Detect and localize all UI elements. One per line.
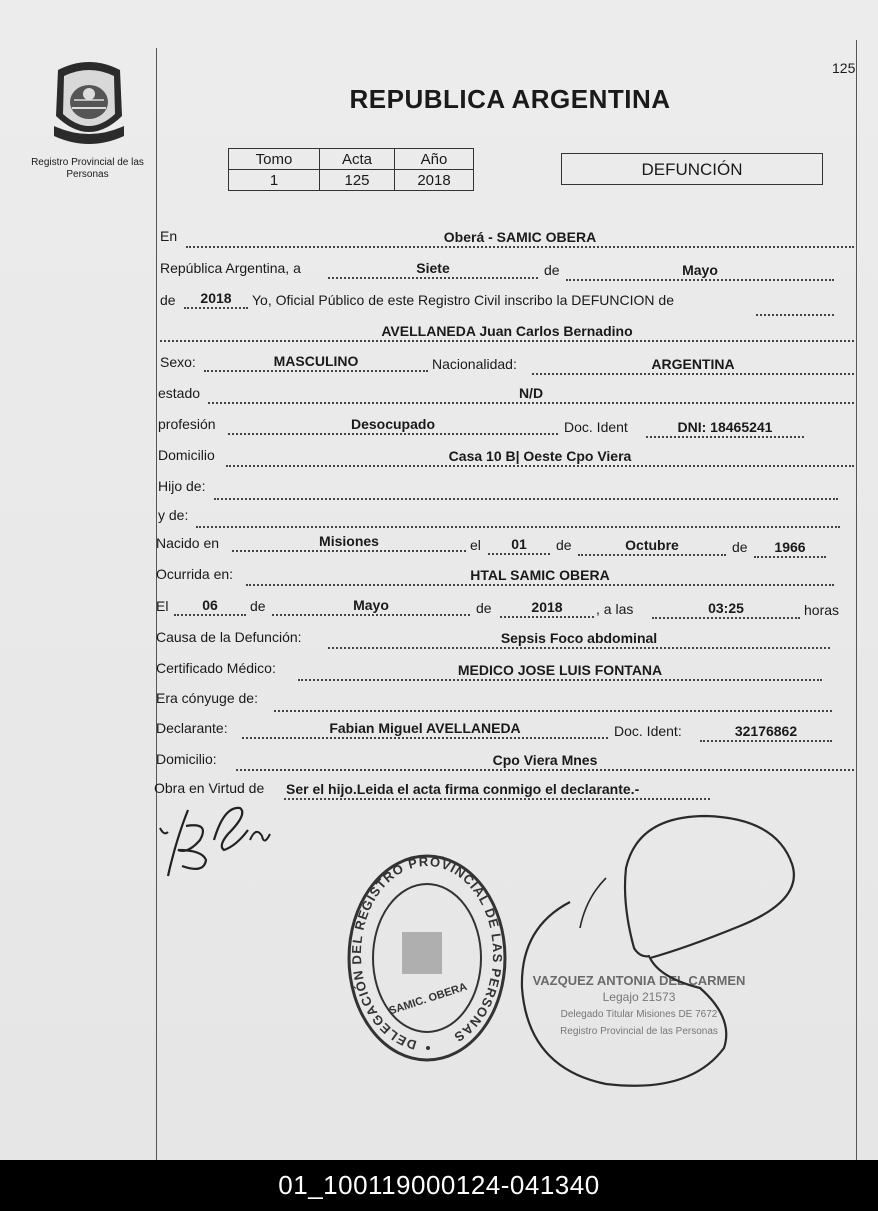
label-en: En <box>160 228 178 244</box>
officer-title: Delegado Titular Misiones DE 7672 <box>560 1009 718 1020</box>
label-nacionalidad: Nacionalidad: <box>432 356 517 372</box>
label-hijo-de: Hijo de: <box>158 478 206 494</box>
field-dia: Siete <box>328 259 538 279</box>
field-hora: 03:25 <box>652 599 800 619</box>
field-anio: 2018 <box>184 289 248 309</box>
field-domicilio: Casa 10 B| Oeste Cpo Viera <box>226 447 854 467</box>
seal-center-text: SAMIC. OBERA <box>387 980 469 1018</box>
anio-header: Año <box>395 149 474 170</box>
document-id-footer: 01_100119000124-041340 <box>0 1160 878 1211</box>
officer-signature <box>510 808 810 1094</box>
seal-ring-text: DELEGACIÓN DEL REGISTRO PROVINCIAL DE LAS PERSONAS <box>348 853 506 1053</box>
label-sexo: Sexo: <box>160 354 196 370</box>
field-doc: DNI: 18465241 <box>646 418 804 438</box>
field-nombre: AVELLANEDA Juan Carlos Bernadino <box>160 322 854 342</box>
field-profesion: Desocupado <box>228 415 558 435</box>
acta-header: Acta <box>320 149 395 170</box>
page-edge-line <box>856 40 857 1160</box>
label-profesion: profesión <box>158 416 216 432</box>
label-de-def: de <box>250 598 266 614</box>
anio-value: 2018 <box>395 170 474 191</box>
label-doc-ident-declarante: Doc. Ident: <box>614 723 682 739</box>
label-y-de: y de: <box>158 507 189 523</box>
label-conyuge: Era cónyuge de: <box>156 690 258 706</box>
label-certificado: Certificado Médico: <box>156 660 276 676</box>
label-republica: República Argentina, a <box>160 260 301 276</box>
field-conyuge <box>274 692 832 712</box>
label-el-cap: El <box>156 598 169 614</box>
officer-legajo: Legajo 21573 <box>602 990 676 1004</box>
label-ocurrida-en: Ocurrida en: <box>156 566 234 582</box>
register-table <box>228 148 474 191</box>
field-lugar: Oberá - SAMIC OBERA <box>186 228 854 248</box>
field-sexo: MASCULINO <box>204 352 428 372</box>
field-nacido-en: Misiones <box>232 532 466 552</box>
page-number: 125 <box>832 60 856 76</box>
field-estado: N/D <box>208 384 854 404</box>
label-de: de <box>544 262 560 278</box>
label-causa: Causa de la Defunción: <box>156 629 302 645</box>
field-def-anio: 2018 <box>500 598 594 618</box>
label-yo: Yo, Oficial Público de este Registro Civil inscribo la DEFUNCION de <box>252 292 674 308</box>
registro-caption: Registro Provincial de las Personas <box>31 157 144 180</box>
label-de-nac-anio: de <box>732 539 748 555</box>
field-doc-declarante: 32176862 <box>700 722 832 742</box>
field-certificado: MEDICO JOSE LUIS FONTANA <box>298 661 822 681</box>
label-declarante: Declarante: <box>156 720 228 736</box>
label-a-las: , a las <box>596 601 634 617</box>
field-def-dia: 06 <box>174 596 246 616</box>
declarant-signature <box>158 800 278 880</box>
label-estado: estado <box>158 385 201 401</box>
label-horas: horas <box>804 602 840 618</box>
label-de-def-anio: de <box>476 600 492 616</box>
field-ocurrida-en: HTAL SAMIC OBERA <box>246 566 834 586</box>
officer-name: VAZQUEZ ANTONIA DEL CARMEN <box>532 973 746 988</box>
tomo-header: Tomo <box>229 149 320 170</box>
field-causa: Sepsis Foco abdominal <box>328 629 830 649</box>
label-el: el <box>470 537 481 553</box>
acta-value: 125 <box>320 170 395 191</box>
label-nacido-en: Nacido en <box>156 535 220 551</box>
label-de-nac: de <box>556 537 572 553</box>
field-y-de <box>196 508 840 528</box>
field-def-mes: Mayo <box>272 596 470 616</box>
field-nac-anio: 1966 <box>754 538 826 558</box>
field-yo-blank <box>756 296 834 316</box>
registry-seal-stamp <box>346 852 508 1064</box>
province-crest-logo <box>48 56 130 144</box>
tomo-value: 1 <box>229 170 320 191</box>
field-obra: Ser el hijo.Leida el acta firma conmigo el declarante.- <box>284 780 710 800</box>
field-nacionalidad: ARGENTINA <box>532 355 854 375</box>
field-hijo-de <box>214 480 838 500</box>
label-de-anio: de <box>160 292 176 308</box>
label-domicilio-declarante: Domicilio: <box>156 751 217 767</box>
field-declarante: Fabian Miguel AVELLANEDA <box>242 719 608 739</box>
label-domicilio: Domicilio <box>158 447 215 463</box>
officer-registry: Registro Provincial de las Personas <box>560 1026 718 1037</box>
field-domicilio-declarante: Cpo Viera Mnes <box>236 751 854 771</box>
label-doc-ident: Doc. Ident <box>564 419 628 435</box>
label-obra: Obra en Virtud de <box>154 780 265 796</box>
document-title: REPUBLICA ARGENTINA <box>349 84 671 114</box>
field-mes: Mayo <box>566 261 834 281</box>
act-type-box: DEFUNCIÓN <box>561 153 823 185</box>
field-nac-mes: Octubre <box>578 536 726 556</box>
field-nac-dia: 01 <box>488 535 550 555</box>
